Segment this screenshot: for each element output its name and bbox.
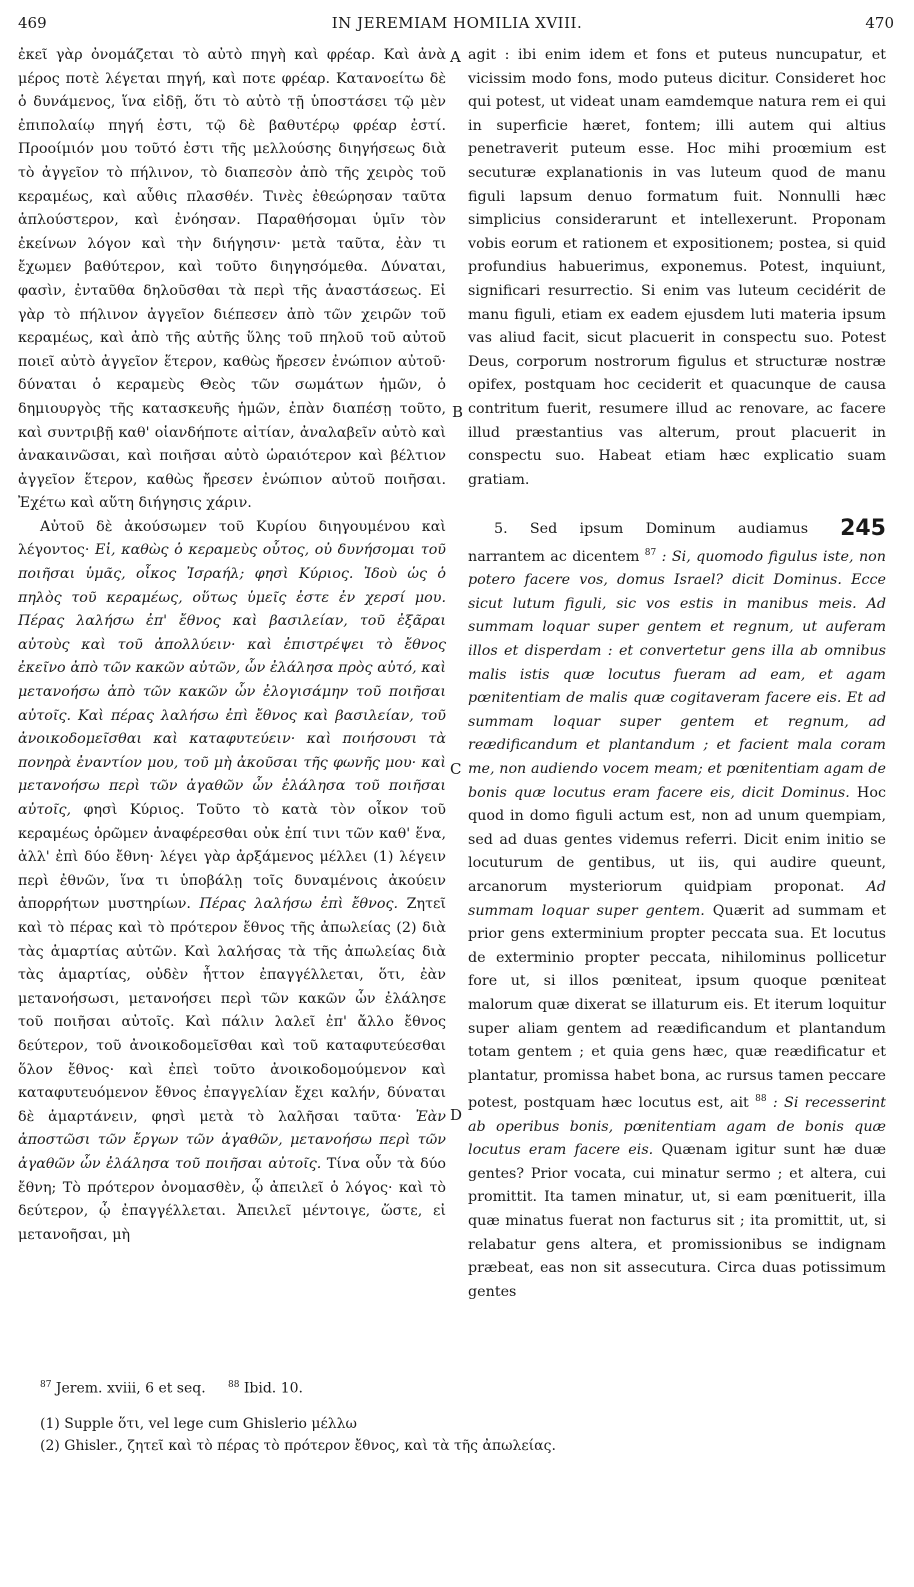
- greek-column: [18, 44, 446, 1247]
- latin-para2-mid2: Quærit ad summam et prior gens exterminium propter peccata sua. Et locutus de exterminio propter peccata, nihilominus pollicetur fore ut, si illos pœniteat, ipsum quoque pœniteat malorum quæ dixerat se illaturum eis. Et iterum loquitur super aliam gentem ad reædificandum et plantandum totam gentem ; et quia gens hæc, quæ reædificatur et plantatur, promissa habet bona, ac rursus tamen peccare potest, postquam hæc locutus est, ait: [468, 902, 886, 1112]
- scripture-footnotes: [40, 1380, 303, 1397]
- latin-paragraph-2: [468, 518, 886, 1304]
- greek-quote-2: Πέρας λαλήσω ἐπὶ ἔθνος.: [199, 896, 399, 913]
- margin-column-number: 245: [840, 516, 886, 542]
- greek-paragraph-1: ἐκεῖ γὰρ ὀνομάζεται τὸ αὐτὸ πηγὴ καὶ φρέαρ. Καὶ ἀνὰ μέρος ποτὲ λέγεται πηγή, καὶ ποτε φρέαρ. Κατανοείτω δὲ ὁ δυνάμενος, ἵνα εἰδῇ, ὅτι τὸ αὐτὸ τῇ ὑποστάσει τῷ μὲν ἐπιπολαίῳ πηγή ἐστι, τῷ δὲ βαθυτέρῳ φρέαρ ἐστί. Προοίμιόν μου τοῦτό ἐστι τῆς μελλούσης διηγήσεως διὰ τὸ ἀγγεῖον τὸ πήλινον, τὸ διαπεσὸν ἀπὸ τῆς χειρὸς τοῦ κεραμέως, καὶ αὖθις πλασθέν. Τινὲς ἐθεώρησαν ταῦτα ἁπλούστερον, καὶ ἐνόησαν. Παραθήσομαι ὑμῖν τὸν ἐκείνων λόγον καὶ τὴν διήγησιν· μετὰ ταῦτα, ἐὰν τι ἔχωμεν βαθύτερον, καὶ τοῦτο διηγησόμεθα. Δύναται, φασὶν, ἐνταῦθα δηλοῦσθαι τὰ περὶ τῆς ἀναστάσεως. Εἰ γὰρ τὸ πήλινον ἀγγεῖον διέπεσεν ἀπὸ τῶν χειρῶν τοῦ κεραμέως, καὶ ἀπὸ τῆς αὐτῆς ὕλης τοῦ πηλοῦ τοῦ αὐτοῦ ποιεῖ αὐτὸ ἀγγεῖον ἕτερον, καθὼς ἤρεσεν ἐνώπιον αὐτοῦ· δύναται ὁ κεραμεὺς Θεὸς τῶν σωμάτων ἡμῶν, ὁ δημιουργὸς τῆς κατασκευῆς ἡμῶν, ἐπὰν διαπέσῃ τοῦτο, καὶ συντριβῇ καθ' οἱανδήποτε αἰτίαν, ἀναλαβεῖν αὐτὸ καὶ ἀνακαινῶσαι, καὶ ποιῆσαι αὐτὸ ὡραιότερον καὶ βέλτιον ἀγγεῖον ἕτερον, καθὼς ἤρεσεν ἐνώπιον αὐτοῦ ποιῆσαι. Ἐχέτω καὶ αὕτη διήγησις χάριν.: [18, 47, 446, 512]
- greek-quote-1: Εἰ, καθὼς ὁ κεραμεὺς οὗτος, οὐ δυνήσομαι τοῦ ποιῆσαι ὑμᾶς, οἶκος Ἰσραήλ; φησὶ Κύριος. Ἰδοὺ ὡς ὁ πηλὸς τοῦ κεραμέως, οὕτως ὑμεῖς ἐστε ἐν χερσί μου. Πέρας λαλήσω ἐπ' ἔθνος καὶ βασιλείαν, τοῦ ἐξᾶραι αὐτοὺς καὶ τοῦ ἀπολλύειν· καὶ ἐπιστρέψει τὸ ἔθνος ἐκεῖνο ἀπὸ τῶν κακῶν αὐτῶν, ὧν ἐλάλησα πρὸς αὐτό, καὶ μετανοήσω ἀπὸ τῶν κακῶν ὧν ἐλογισάμην τοῦ ποιῆσαι αὐτοῖς. Καὶ πέρας λαλήσω ἐπὶ ἔθνος καὶ βασιλείαν, τοῦ ἀνοικοδομεῖσθαι καὶ καταφυτεύειν· καὶ ποιήσουσι τὰ πονηρὰ ἐναντίον μου, τοῦ μὴ ἀκοῦσαι τῆς φωνῆς μου· καὶ μετανοήσω περὶ τῶν ἀγαθῶν ὧν ἐλάλησα τοῦ ποιῆσαι αὐτοῖς,: [18, 542, 446, 818]
- latin-column: [468, 44, 886, 1304]
- margin-letter-c: C: [450, 760, 462, 778]
- greek-para2-mid2: Ζητεῖ καὶ τὸ πέρας καὶ τὸ πρότερον ἔθνος τῆς ἀπωλείας (2) διὰ τὰς ἁμαρτίας αὐτῶν. Καὶ λαλήσας τὰ τῆς ἀπωλείας διὰ τὰς ἁμαρτίας, οὐδὲν ἧττον ἐπαγγέλλεται, ὅτι, ἐὰν μετανοήσωσι, μετανοήσει περὶ τῶν κακῶν ὧν ἐλάλησε τοῦ ποιῆσαι αὐτοῖς. Καὶ πάλιν λαλεῖ ἐπ' ἄλλο ἔθνος δεύτερον, τοῦ ἀνοικοδομεῖσθαι καὶ τοῦ καταφυτεύεσθαι ὅλον ἔθνος· καὶ ἐπεὶ τοῦτο ἀνοικοδομούμενον καὶ καταφυτευόμενον ἔθνος ἐπαγγελίαν ἔχει καλήν, δύναται δὲ ἁμαρτάνειν, φησὶ μετὰ τὸ λαλῆσαι ταῦτα·: [18, 896, 446, 1125]
- greek-para2-intro: Αὐτοῦ δὲ ἀκούσωμεν τοῦ Κυρίου διηγουμένου καὶ λέγοντος·: [18, 518, 446, 559]
- margin-letter-d: D: [450, 1106, 463, 1124]
- footnote-87: Jerem. xviii, 6 et seq.: [51, 1380, 206, 1397]
- footnote-num-87: 87: [40, 1380, 52, 1390]
- footnote-ref-88: 88: [755, 1094, 767, 1105]
- greek-paragraph-2: [18, 516, 446, 1247]
- greek-para2-end: Τίνα οὖν τὰ δύο ἔθνη; Τὸ πρότερον ὀνομασθὲν, ᾧ ἀπειλεῖ ὁ λόγος· καὶ τὸ δεύτερον, ᾧ ἐπαγγέλλεται. Ἀπειλεῖ μέντοιγε, ὥστε, εἰ μετανοῆσαι, μὴ: [18, 1155, 446, 1243]
- margin-letter-a: A: [450, 48, 461, 66]
- greek-quote-3: Ἐὰν ἀποστῶσι τῶν ἔργων τῶν ἀγαθῶν, μετανοήσω περὶ τῶν ἀγαθῶν ὧν ἐλάλησα τοῦ ποιῆσαι αὐτοῖς.: [18, 1108, 446, 1172]
- running-title: IN JEREMIAM HOMILIA XVIII.: [331, 14, 583, 32]
- page-number-right: 470: [865, 14, 894, 32]
- latin-para2-mid1: Hoc quod in domo figuli actum est, non ad unum quempiam, sed ad duas gentes videmus referri. Dicit enim initio se locuturum de gentibus, ut iis, qui audire queunt, arcanorum mysteriorum quidpiam proponat.: [468, 784, 886, 895]
- latin-para2-end: Quænam igitur sunt hæ duæ gentes? Prior vocata, cui minatur sermo ; et altera, cui promittit. Ita tamen minatur, ut, si eam pœnituerit, illa quæ minatus fuerat non facturus sit ; ita promittit, ut, si relabatur gens altera, et promissionibus se indignam præbeat, eas non sit assecutura. Circa duas potissimum gentes: [468, 1142, 887, 1300]
- footnote-88: Ibid. 10.: [239, 1380, 303, 1397]
- textual-note-2: (2) Ghisler., ζητεῖ καὶ τὸ πέρας τὸ πρότερον ἔθνος, καὶ τὰ τῆς ἀπωλείας.: [40, 1438, 556, 1454]
- page-header: [0, 14, 914, 38]
- textual-note-1: (1) Supple ὅτι, vel lege cum Ghislerio μέλλω: [40, 1416, 357, 1432]
- latin-quote-1: : Si, quomodo figulus iste, non potero facere vos, domus Israel? dicit Dominus. Ecce sicut lutum figuli, sic vos estis in manibus meis. Ad summam loquar super gentem et regnum, ut auferam illos et disperdam : et convertetur gens illa ab omnibus malis istis quæ locutus fueram ad eam, et agam pœnitentiam de malis quæ cogitaveram facere eis. Et ad summam loquar super gentem et regnum, ad reædificandum et plantandum ; et facient mala coram me, non audiendo vocem meam; et pœnitentiam agam de bonis quæ locutus eram facere eis, dicit Dominus.: [468, 548, 886, 801]
- latin-para2-intro: 5. Sed ipsum Dominum audiamus narrantem ac dicentem: [468, 521, 809, 565]
- latin-paragraph-1: agit : ibi enim idem et fons et puteus nuncupatur, et vicissim modo fons, modo puteus dicitur. Consideret hoc qui potest, ut videat unam eamdemque natura rem ei qui in superficie hæret, fontem; illi autem qui altius penetraverit puteum esse. Hoc mihi proœmium est secuturæ explanationis in vas luteum quod de manu figuli lapsum denuo formatum fuit. Nonnulli hæc simplicius considerarunt et intellexerunt. Proponam vobis eorum et rationem et expositionem; postea, si quid profundius habuerimus, exponemus. Potest, inquiunt, significari resurrectio. Si enim vas luteum cecidérit de manu figuli, etiam ex eadem ejusdem luti materia ipsum vas aliud facit, sicut placuerit in conspectu suo. Potest Deus, corporum nostrorum figulus et structuræ nostræ opifex, postquam hoc ceciderit et quacunque de causa contritum fuerit, resumere illud ac renovare, ac facere illud præstantius vas alterum, prout placuerit in conspectu suo. Habeat etiam hæc explicatio suam gratiam.: [468, 47, 886, 488]
- margin-letter-b: B: [452, 403, 464, 421]
- textual-footnotes: [40, 1413, 900, 1457]
- latin-quote-3: : Si recesserint ab operibus bonis, pœnitentiam agam de bonis quæ locutus eram facere eis.: [468, 1095, 886, 1159]
- latin-quote-2: Ad summam loquar super gentem.: [468, 878, 886, 919]
- greek-para2-mid1: φησὶ Κύριος. Τοῦτο τὸ κατὰ τὸν οἶκον τοῦ κεραμέως ὁρῶμεν ἀναφέρεσθαι οὐκ ἐπί τινι τῶν καθ' ἕνα, ἀλλ' ἐπὶ δύο ἔθνη· λέγει γὰρ ἀρξάμενος μέλλει (1) λέγειν περὶ ἐθνῶν, ἵνα τι ὑποβάλῃ τοῖς δυναμένοις ἀκούειν ἀπορρήτων μυστηρίων.: [18, 802, 446, 913]
- page-number-left: 469: [18, 14, 47, 32]
- footnote-num-88: 88: [227, 1380, 240, 1390]
- footnote-ref-87: 87: [644, 547, 657, 558]
